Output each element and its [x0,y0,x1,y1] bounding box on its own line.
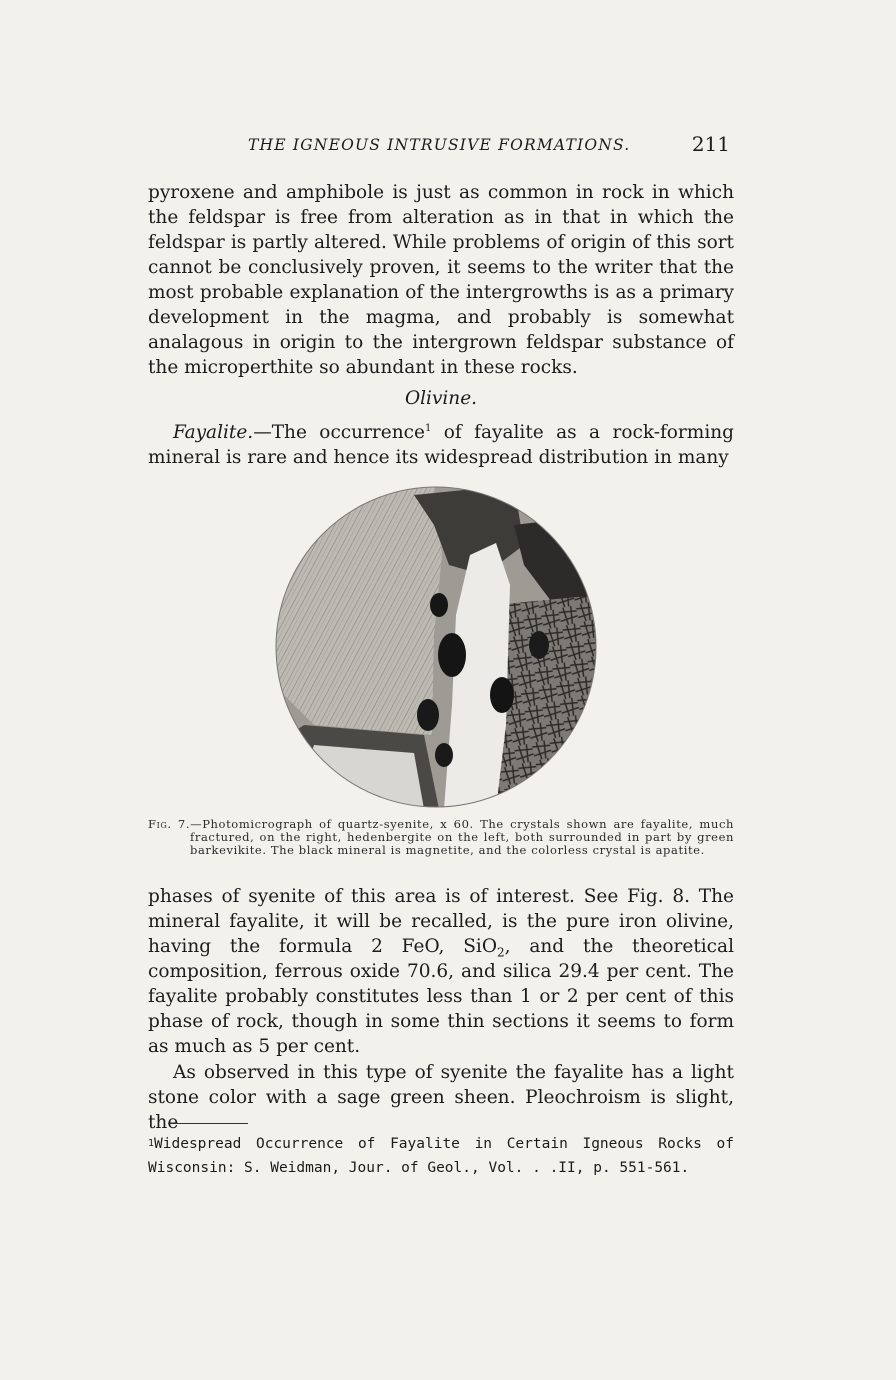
paragraph-3-text-a: phases of syenite of this area is of interest. See Fig. 8. The mineral fayalite, it will be recalled, is the pure iron olivine, having the formula 2 FeO, SiO [148,886,734,957]
figure-caption [148,818,734,857]
paragraph-phases [148,884,734,1059]
figure-photomicrograph [274,485,598,809]
footnote-marker: 1 [148,1138,155,1149]
footnote-divider [168,1123,248,1124]
paragraph-1-text: pyroxene and amphibole is just as common in rock in which the feldspar is free from alteration as in that in which the feldspar is partly altered. While problems of origin of this sort cannot be conclusively proven, it seems to the writer that the most probable explanation of the intergrowths is as a primary development in the magma, and probably is somewhat analagous in origin to the intergrown feldspar substance of the microperthite so abundant in these rocks. [148,182,734,378]
figure-label: Fig. 7. [148,817,191,831]
page-number: 211 [691,132,730,156]
paragraph-lead-in: Fayalite. [173,422,254,443]
paragraph-2-text-a: —The occurrence [253,422,425,443]
section-heading-olivine: Olivine. [404,388,478,409]
figure-caption-text: —Photomicrograph of quartz-syenite, x 60. The crystals shown are fayalite, much fractured, on the right, hedenbergite on the left, both surrounded in part by green barkevikite. The black mineral is magnetite, and the colorless crystal is apatite. [190,817,734,857]
paragraph-continued [148,180,734,380]
paragraph-3-text-b: , and the theoretical composition, ferrous oxide 70.6, and silica 29.4 per cent. The fayalite probably constitutes less than 1 or 2 per cent of this phase of rock, though in some thin sections it seems to form as much as 5 per cent. [148,936,734,1057]
footnote-reference[interactable]: 1 [424,422,432,434]
paragraph-4-text: As observed in this type of syenite the fayalite has a light stone color with a sage green sheen. Pleochroism is slight, the [148,1062,734,1133]
photomicrograph-image [274,485,598,809]
formula-subscript: 2 [497,945,505,960]
paragraph-2-text-b: of fayalite as a rock-forming mineral is rare and hence its widespread distribution in many [148,422,734,468]
footnote [148,1132,734,1180]
paragraph-fayalite [148,420,734,470]
footnote-text: Widespread Occurrence of Fayalite in Certain Igneous Rocks of Wisconsin: S. Weidman, Jour. of Geol., Vol. . .II, p. 551-561. [148,1136,734,1176]
running-title: THE IGNEOUS INTRUSIVE FORMATIONS. [248,136,631,154]
page-header [148,132,736,162]
